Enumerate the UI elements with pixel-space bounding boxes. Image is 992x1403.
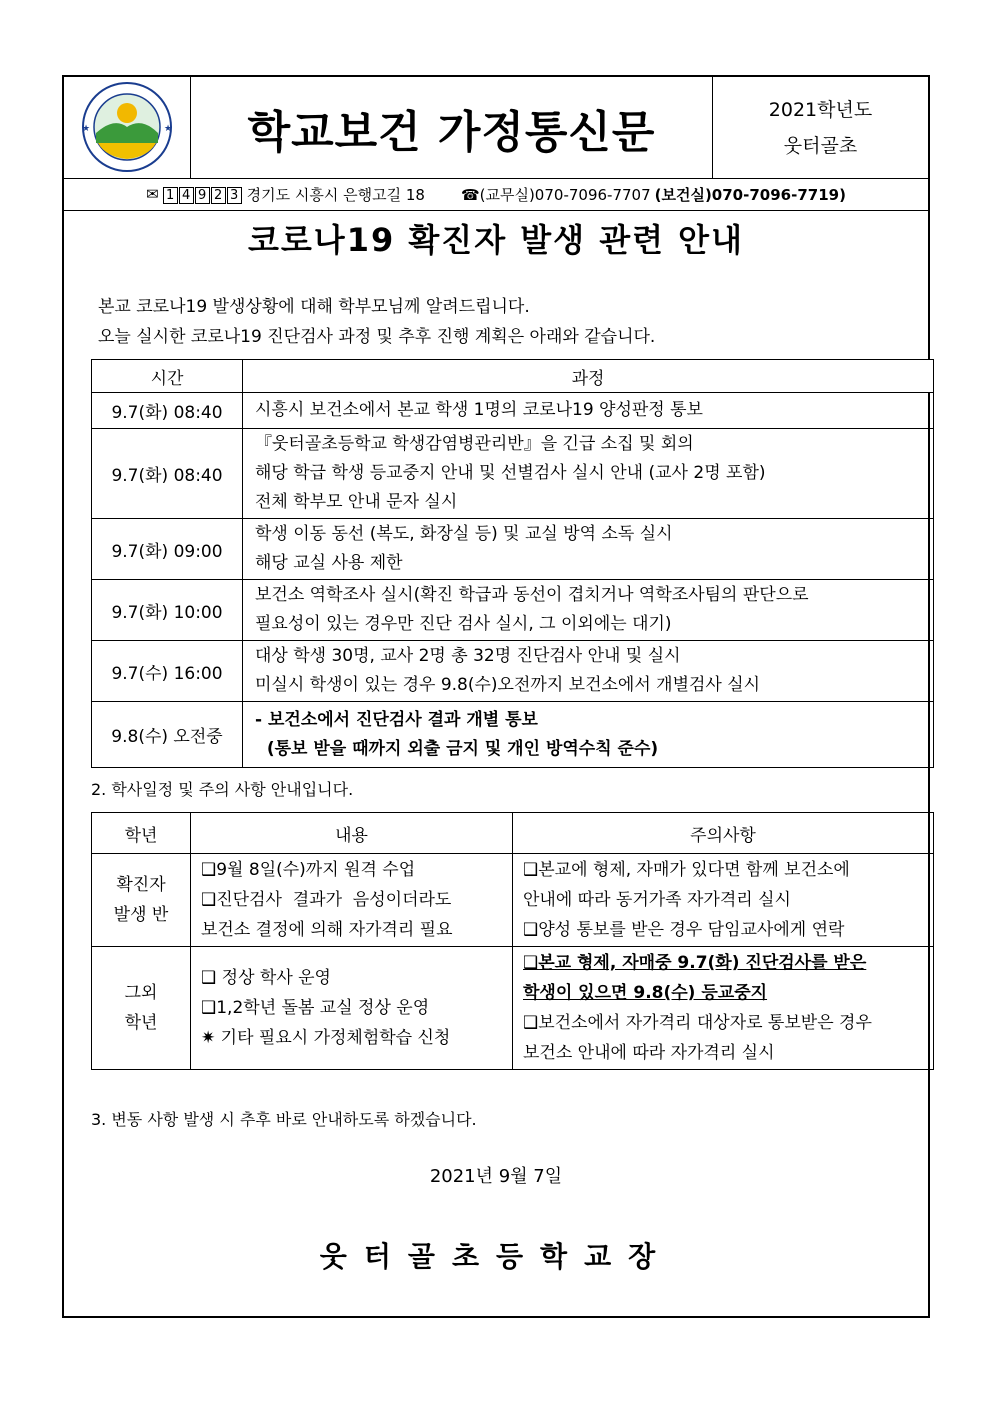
process-line: 필요성이 있는 경우만 진단 검사 실시, 그 이외에는 대기) [255, 614, 672, 634]
grade-line: 발생 반 [113, 905, 169, 925]
row-time: 9.7(화) 08:40 [92, 393, 243, 429]
principal-signature: 웃터골초등학교장 [319, 1240, 673, 1273]
postal-digit: 4 [179, 187, 194, 204]
row-time: 9.7(수) 16:00 [92, 641, 243, 702]
postal-digit: 3 [227, 187, 242, 204]
timeline-table [91, 359, 934, 768]
row-process [243, 641, 934, 702]
grade-line: 학년 [124, 1013, 158, 1033]
document-frame [62, 75, 930, 1318]
svg-text:★: ★ [82, 124, 91, 134]
process-line: 보건소 역학조사 실시(확진 학급과 동선이 겹치거나 역학조사팀의 판단으로 [255, 585, 809, 605]
intro-line: 본교 코로나19 발생상황에 대해 학부모님께 알려드립니다. [98, 297, 530, 317]
table-row [92, 393, 934, 429]
row-grade [92, 854, 191, 947]
notice-line-emphasis: ❑본교 형제, 자매중 9.7(화) 진단검사를 받은 [523, 953, 867, 973]
row-process [243, 580, 934, 641]
postal-code [163, 185, 243, 204]
postal-digit: 9 [195, 187, 210, 204]
street-address: 경기도 시흥시 은행고길 18 [246, 185, 425, 204]
school-year: 2021학년도 [768, 98, 873, 121]
table-row [92, 854, 934, 947]
letter-title: 학교보건 가정통신문 [247, 106, 656, 158]
address-bar [64, 178, 928, 211]
notice-line: 보건소 안내에 따라 자가격리 실시 [523, 1043, 775, 1063]
table-row [92, 702, 934, 768]
row-time: 9.8(수) 오전중 [92, 702, 243, 768]
row-notice [513, 947, 934, 1070]
header-time: 시간 [92, 360, 243, 393]
process-line: 미실시 학생이 있는 경우 9.8(수)오전까지 보건소에서 개별검사 실시 [255, 675, 761, 695]
process-line: 해당 학급 학생 등교중지 안내 및 선별검사 실시 안내 (교사 2명 포함) [255, 463, 766, 483]
table-row [92, 519, 934, 580]
header-content: 내용 [191, 813, 513, 854]
header-process: 과정 [243, 360, 934, 393]
content-line: ❑ 정상 학사 운영 [201, 968, 331, 988]
row-process [243, 393, 934, 429]
notice-line: ❑양성 통보를 받은 경우 담임교사에게 연락 [523, 920, 845, 940]
process-line: 시흥시 보건소에서 본교 학생 1명의 코로나19 양성판정 통보 [255, 400, 703, 420]
notice-title: 코로나19 확진자 발생 관련 안내 [247, 221, 745, 259]
notice-line-emphasis: 학생이 있으면 9.8(수) 등교중지 [523, 983, 768, 1003]
row-time: 9.7(화) 10:00 [92, 580, 243, 641]
row-content [191, 854, 513, 947]
row-process [243, 702, 934, 768]
row-time: 9.7(화) 08:40 [92, 429, 243, 519]
postal-digit: 2 [211, 187, 226, 204]
grade-line: 그외 [124, 983, 158, 1003]
content-line: ❑1,2학년 돌봄 교실 정상 운영 [201, 998, 430, 1018]
header-title-cell [191, 77, 713, 178]
process-line: 학생 이동 동선 (복도, 화장실 등) 및 교실 방역 소독 실시 [255, 524, 673, 544]
table-header-row [92, 813, 934, 854]
content-line: 보건소 결정에 의해 자가격리 필요 [201, 920, 453, 940]
row-content [191, 947, 513, 1070]
row-grade [92, 947, 191, 1070]
row-process [243, 429, 934, 519]
header-year-cell [713, 77, 928, 178]
content-line: ❑진단검사 결과가 음성이더라도 [201, 890, 452, 910]
row-process [243, 519, 934, 580]
intro-line: 오늘 실시한 코로나19 진단검사 과정 및 추후 진행 계획은 아래와 같습니다. [98, 327, 656, 347]
postal-digit: 1 [163, 187, 178, 204]
section-3-text: 3. 변동 사항 발생 시 추후 바로 안내하도록 하겠습니다. [91, 1110, 477, 1129]
intro-text [98, 292, 655, 352]
table-row [92, 641, 934, 702]
letterhead [64, 77, 928, 179]
schedule-table [91, 812, 934, 1070]
process-line: 전체 학부모 안내 문자 실시 [255, 492, 458, 512]
header-grade: 학년 [92, 813, 191, 854]
process-line: 해당 교실 사용 제한 [255, 553, 403, 573]
school-name-short: 웃터골초 [783, 134, 858, 157]
issue-date: 2021년 9월 7일 [429, 1166, 563, 1187]
grade-line: 확진자 [116, 875, 166, 895]
table-header-row [92, 360, 934, 393]
notice-line: 안내에 따라 동거가족 자가격리 실시 [523, 890, 791, 910]
row-notice [513, 854, 934, 947]
content-line: ✷ 기타 필요시 가정체험학습 신청 [201, 1028, 451, 1048]
process-line: (통보 받을 때까지 외출 금지 및 개인 방역수칙 준수) [255, 738, 659, 759]
notice-line: ❑본교에 형제, 자매가 있다면 함께 보건소에 [523, 860, 850, 880]
process-line: 대상 학생 30명, 교사 2명 총 32명 진단검사 안내 및 실시 [255, 646, 681, 666]
health-phone: (보건실)070-7096-7719) [654, 185, 846, 204]
row-time: 9.7(화) 09:00 [92, 519, 243, 580]
table-row [92, 429, 934, 519]
table-row [92, 947, 934, 1070]
header-notice: 주의사항 [513, 813, 934, 854]
notice-line: ❑보건소에서 자가격리 대상자로 통보받은 경우 [523, 1013, 872, 1033]
process-line: 『웃터골초등학교 학생감염병관리반』을 긴급 소집 및 회의 [255, 434, 694, 454]
content-line: ❑9월 8일(수)까지 원격 수업 [201, 860, 416, 880]
mail-icon: ✉ [146, 185, 159, 203]
table-row [92, 580, 934, 641]
office-phone: ☎(교무실)070-7096-7707 [460, 185, 651, 204]
process-line: - 보건소에서 진단검사 결과 개별 통보 [255, 709, 538, 730]
school-logo-cell [64, 77, 191, 178]
section-2-heading: 2. 학사일정 및 주의 사항 안내입니다. [91, 780, 354, 799]
school-logo [64, 77, 190, 178]
svg-text:★: ★ [164, 124, 173, 134]
